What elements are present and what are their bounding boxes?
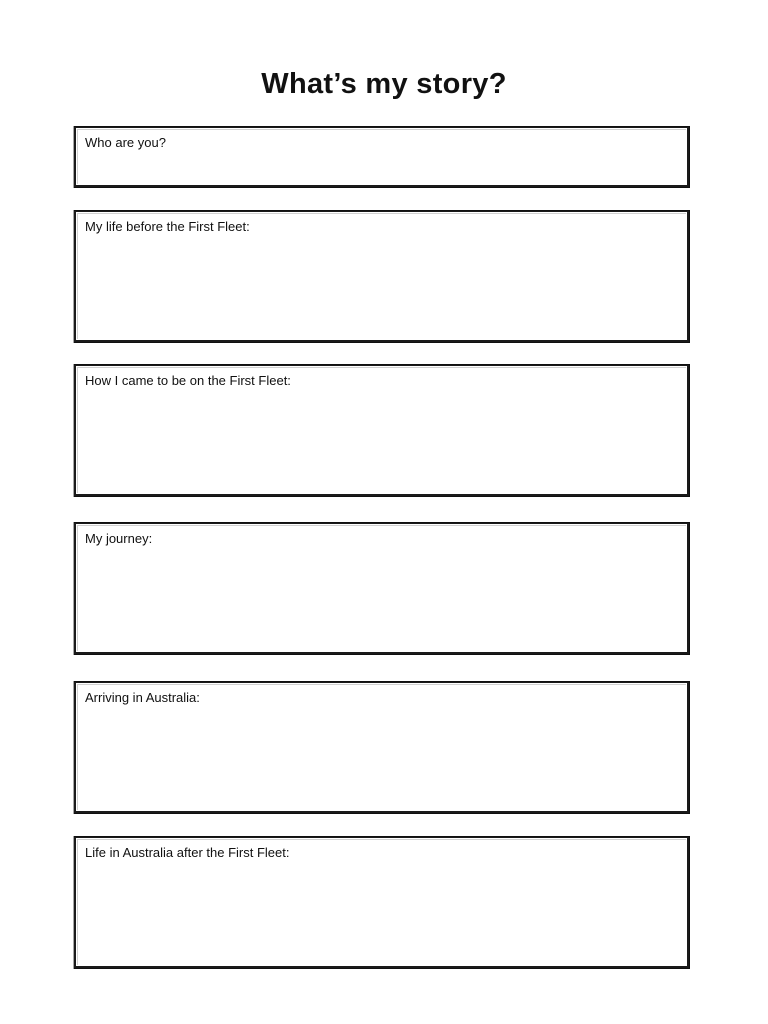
section-arriving-in-australia[interactable] bbox=[74, 681, 690, 814]
section-label: Arriving in Australia: bbox=[85, 690, 200, 705]
section-my-journey[interactable] bbox=[74, 522, 690, 655]
section-label: My journey: bbox=[85, 531, 153, 546]
section-life-after-first-fleet[interactable] bbox=[74, 836, 690, 969]
section-label: Who are you? bbox=[85, 135, 166, 150]
section-who-are-you[interactable] bbox=[74, 126, 690, 188]
section-label: Life in Australia after the First Fleet: bbox=[85, 845, 290, 860]
section-how-came-on-first-fleet[interactable] bbox=[74, 364, 690, 497]
section-label: My life before the First Fleet: bbox=[85, 219, 250, 234]
section-label: How I came to be on the First Fleet: bbox=[85, 373, 291, 388]
section-life-before-first-fleet[interactable] bbox=[74, 210, 690, 343]
page-title: What’s my story? bbox=[261, 68, 507, 100]
